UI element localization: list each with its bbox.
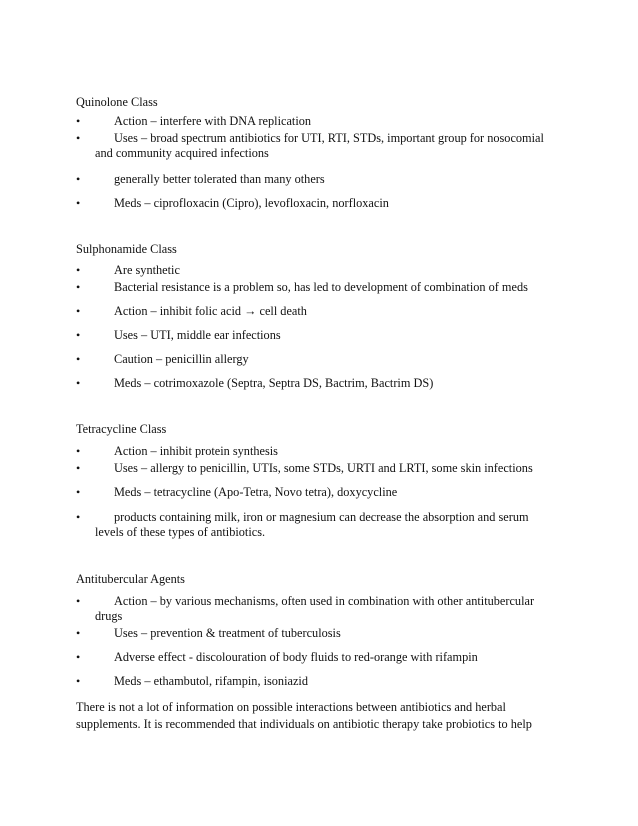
closing-paragraph-line: supplements. It is recommended that individuals on antibiotic therapy take probiotics to help [76,717,532,731]
list-item-text: Meds – ethambutol, rifampin, isoniazid [114,674,308,688]
list-item-text: Action – inhibit folic acid → cell death [114,304,307,318]
list-item-text: Adverse effect - discolouration of body fluids to red-orange with rifampin [114,650,478,664]
list-item-text: Action – inhibit protein synthesis [114,444,278,458]
bullet-icon: • [76,594,81,608]
bullet-icon: • [76,510,81,524]
list-item-continuation: drugs [95,609,123,623]
section-heading: Quinolone Class [76,95,158,109]
bullet-icon: • [76,196,81,210]
bullet-icon: • [76,444,81,458]
bullet-icon: • [76,485,81,499]
section-heading: Tetracycline Class [76,422,167,436]
list-item-text: Bacterial resistance is a problem so, has led to development of combination of meds [114,280,528,294]
list-item-text: Meds – tetracycline (Apo-Tetra, Novo tetra), doxycycline [114,485,398,499]
bullet-icon: • [76,280,81,294]
bullet-icon: • [76,674,81,688]
bullet-icon: • [76,461,81,475]
bullet-icon: • [76,114,81,128]
section-heading: Antitubercular Agents [76,572,185,586]
bullet-icon: • [76,328,81,342]
bullet-icon: • [76,626,81,640]
bullet-icon: • [76,131,81,145]
list-item-text: Action – by various mechanisms, often used in combination with other antitubercular [114,594,535,608]
list-item-continuation: and community acquired infections [95,146,269,160]
list-item-text: Meds – cotrimoxazole (Septra, Septra DS, Bactrim, Bactrim DS) [114,376,434,390]
list-item-text: Action – interfere with DNA replication [114,114,312,128]
list-item-text: generally better tolerated than many others [114,172,325,186]
list-item-text: Uses – UTI, middle ear infections [114,328,281,342]
closing-paragraph-line: There is not a lot of information on possible interactions between antibiotics and herbal [76,700,506,714]
bullet-icon: • [76,172,81,186]
list-item-text: products containing milk, iron or magnesium can decrease the absorption and serum [114,510,529,524]
list-item-text: Are synthetic [114,263,180,277]
list-item-text: Caution – penicillin allergy [114,352,249,366]
list-item-text: Meds – ciprofloxacin (Cipro), levofloxacin, norfloxacin [114,196,389,210]
bullet-icon: • [76,352,81,366]
section-heading: Sulphonamide Class [76,242,177,256]
bullet-icon: • [76,304,81,318]
bullet-icon: • [76,263,81,277]
list-item-text: Uses – broad spectrum antibiotics for UTI, RTI, STDs, important group for nosocomial [114,131,544,145]
list-item-text: Uses – prevention & treatment of tuberculosis [114,626,341,640]
bullet-icon: • [76,376,81,390]
bullet-icon: • [76,650,81,664]
list-item-continuation: levels of these types of antibiotics. [95,525,266,539]
list-item-text: Uses – allergy to penicillin, UTIs, some STDs, URTI and LRTI, some skin infections [114,461,533,475]
